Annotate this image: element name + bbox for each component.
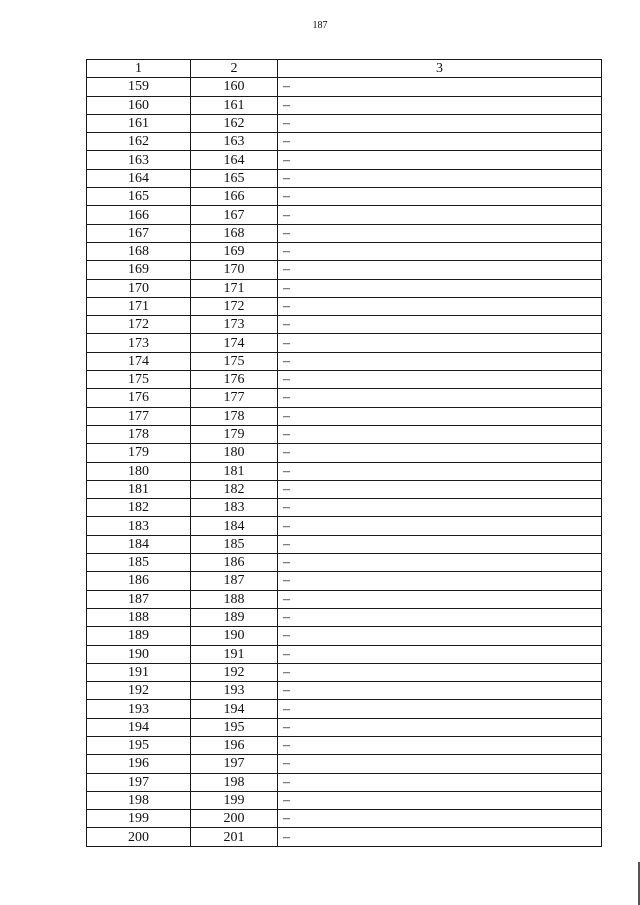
column-header-1: 1	[87, 60, 191, 78]
table-row	[87, 810, 602, 828]
cell-col-2: 173	[191, 316, 278, 334]
table-row	[87, 242, 602, 260]
cell-col-2: 200	[191, 810, 278, 828]
cell-col-1: 161	[87, 114, 191, 132]
cell-col-3: –	[278, 334, 602, 352]
cell-col-3: –	[278, 297, 602, 315]
cell-col-1: 187	[87, 590, 191, 608]
table-row	[87, 627, 602, 645]
table-row	[87, 407, 602, 425]
cell-col-2: 192	[191, 663, 278, 681]
cell-col-2: 174	[191, 334, 278, 352]
cell-col-2: 176	[191, 371, 278, 389]
table-row	[87, 480, 602, 498]
cell-col-2: 169	[191, 242, 278, 260]
cell-col-1: 179	[87, 444, 191, 462]
cell-col-1: 175	[87, 371, 191, 389]
table-row	[87, 554, 602, 572]
cell-col-2: 186	[191, 554, 278, 572]
cell-col-2: 162	[191, 114, 278, 132]
cell-col-2: 167	[191, 206, 278, 224]
data-table	[86, 59, 602, 847]
table-row	[87, 535, 602, 553]
cell-col-3: –	[278, 114, 602, 132]
cell-col-2: 195	[191, 718, 278, 736]
cell-col-1: 160	[87, 96, 191, 114]
cell-col-1: 178	[87, 425, 191, 443]
header-row	[87, 60, 602, 78]
cell-col-1: 163	[87, 151, 191, 169]
cell-col-1: 192	[87, 682, 191, 700]
cell-col-1: 199	[87, 810, 191, 828]
table-row	[87, 371, 602, 389]
column-header-2: 2	[191, 60, 278, 78]
cell-col-3: –	[278, 736, 602, 754]
table-row	[87, 755, 602, 773]
table-row	[87, 316, 602, 334]
table-row	[87, 791, 602, 809]
cell-col-1: 191	[87, 663, 191, 681]
cell-col-2: 185	[191, 535, 278, 553]
table-row	[87, 96, 602, 114]
table-row	[87, 279, 602, 297]
cell-col-3: –	[278, 96, 602, 114]
cell-col-3: –	[278, 608, 602, 626]
cell-col-2: 172	[191, 297, 278, 315]
table-row	[87, 572, 602, 590]
cell-col-2: 168	[191, 224, 278, 242]
table-row	[87, 682, 602, 700]
table-row	[87, 133, 602, 151]
cell-col-3: –	[278, 755, 602, 773]
cell-col-3: –	[278, 316, 602, 334]
table-body	[87, 78, 602, 846]
cell-col-2: 171	[191, 279, 278, 297]
cell-col-3: –	[278, 535, 602, 553]
table-row	[87, 608, 602, 626]
cell-col-3: –	[278, 188, 602, 206]
cell-col-2: 177	[191, 389, 278, 407]
cell-col-3: –	[278, 78, 602, 96]
cell-col-2: 165	[191, 169, 278, 187]
cell-col-3: –	[278, 645, 602, 663]
cell-col-3: –	[278, 169, 602, 187]
cell-col-1: 200	[87, 828, 191, 846]
table-row	[87, 389, 602, 407]
table-row	[87, 224, 602, 242]
cell-col-2: 175	[191, 352, 278, 370]
cell-col-1: 180	[87, 462, 191, 480]
cell-col-3: –	[278, 590, 602, 608]
cell-col-2: 180	[191, 444, 278, 462]
table-row	[87, 169, 602, 187]
cell-col-2: 193	[191, 682, 278, 700]
cell-col-1: 185	[87, 554, 191, 572]
table-row	[87, 700, 602, 718]
cell-col-2: 189	[191, 608, 278, 626]
cell-col-3: –	[278, 133, 602, 151]
table-row	[87, 114, 602, 132]
table-row	[87, 645, 602, 663]
cell-col-3: –	[278, 352, 602, 370]
cell-col-2: 181	[191, 462, 278, 480]
cell-col-1: 198	[87, 791, 191, 809]
cell-col-2: 196	[191, 736, 278, 754]
cell-col-3: –	[278, 151, 602, 169]
cell-col-2: 160	[191, 78, 278, 96]
cell-col-1: 194	[87, 718, 191, 736]
cell-col-1: 166	[87, 206, 191, 224]
table-row	[87, 352, 602, 370]
cell-col-2: 199	[191, 791, 278, 809]
cell-col-2: 178	[191, 407, 278, 425]
table-row	[87, 663, 602, 681]
cell-col-3: –	[278, 572, 602, 590]
cell-col-1: 182	[87, 499, 191, 517]
cell-col-1: 170	[87, 279, 191, 297]
cell-col-3: –	[278, 700, 602, 718]
cell-col-2: 184	[191, 517, 278, 535]
cell-col-1: 183	[87, 517, 191, 535]
cell-col-3: –	[278, 499, 602, 517]
cell-col-1: 190	[87, 645, 191, 663]
table-row	[87, 499, 602, 517]
cell-col-2: 194	[191, 700, 278, 718]
cell-col-3: –	[278, 480, 602, 498]
cell-col-2: 166	[191, 188, 278, 206]
cell-col-3: –	[278, 371, 602, 389]
table-header	[87, 60, 602, 78]
cell-col-2: 201	[191, 828, 278, 846]
cell-col-2: 164	[191, 151, 278, 169]
table-row	[87, 188, 602, 206]
cell-col-1: 184	[87, 535, 191, 553]
cell-col-2: 187	[191, 572, 278, 590]
cell-col-3: –	[278, 682, 602, 700]
cell-col-2: 179	[191, 425, 278, 443]
cell-col-1: 186	[87, 572, 191, 590]
cell-col-1: 189	[87, 627, 191, 645]
table-row	[87, 718, 602, 736]
cell-col-3: –	[278, 627, 602, 645]
cell-col-2: 163	[191, 133, 278, 151]
table-row	[87, 590, 602, 608]
table-row	[87, 828, 602, 846]
table-row	[87, 517, 602, 535]
cell-col-2: 183	[191, 499, 278, 517]
cell-col-3: –	[278, 718, 602, 736]
cell-col-1: 167	[87, 224, 191, 242]
cell-col-1: 164	[87, 169, 191, 187]
cell-col-1: 181	[87, 480, 191, 498]
cell-col-1: 195	[87, 736, 191, 754]
cell-col-3: –	[278, 791, 602, 809]
cell-col-3: –	[278, 810, 602, 828]
cell-col-3: –	[278, 444, 602, 462]
cell-col-1: 173	[87, 334, 191, 352]
cell-col-3: –	[278, 407, 602, 425]
cell-col-3: –	[278, 389, 602, 407]
cell-col-3: –	[278, 554, 602, 572]
cell-col-3: –	[278, 279, 602, 297]
cell-col-1: 193	[87, 700, 191, 718]
table-row	[87, 736, 602, 754]
cell-col-1: 188	[87, 608, 191, 626]
cell-col-3: –	[278, 425, 602, 443]
table-row	[87, 297, 602, 315]
cell-col-2: 182	[191, 480, 278, 498]
cell-col-3: –	[278, 462, 602, 480]
cell-col-3: –	[278, 224, 602, 242]
cell-col-2: 191	[191, 645, 278, 663]
cell-col-1: 165	[87, 188, 191, 206]
cell-col-2: 170	[191, 261, 278, 279]
column-header-3: 3	[278, 60, 602, 78]
table-row	[87, 425, 602, 443]
cell-col-1: 174	[87, 352, 191, 370]
cell-col-1: 177	[87, 407, 191, 425]
cell-col-1: 159	[87, 78, 191, 96]
cell-col-2: 190	[191, 627, 278, 645]
table-row	[87, 773, 602, 791]
cell-col-3: –	[278, 206, 602, 224]
cell-col-2: 161	[191, 96, 278, 114]
cell-col-1: 162	[87, 133, 191, 151]
table-row	[87, 261, 602, 279]
table-row	[87, 78, 602, 96]
table-row	[87, 462, 602, 480]
table-row	[87, 206, 602, 224]
cell-col-3: –	[278, 517, 602, 535]
cell-col-1: 168	[87, 242, 191, 260]
table-row	[87, 444, 602, 462]
cell-col-3: –	[278, 773, 602, 791]
cell-col-1: 197	[87, 773, 191, 791]
cell-col-1: 171	[87, 297, 191, 315]
cell-col-2: 198	[191, 773, 278, 791]
cell-col-3: –	[278, 663, 602, 681]
cell-col-1: 172	[87, 316, 191, 334]
table-row	[87, 151, 602, 169]
table-row	[87, 334, 602, 352]
cell-col-2: 188	[191, 590, 278, 608]
cell-col-3: –	[278, 242, 602, 260]
cell-col-2: 197	[191, 755, 278, 773]
cell-col-1: 196	[87, 755, 191, 773]
cell-col-3: –	[278, 261, 602, 279]
cell-col-1: 169	[87, 261, 191, 279]
cell-col-3: –	[278, 828, 602, 846]
page-number: 187	[312, 20, 328, 31]
cell-col-1: 176	[87, 389, 191, 407]
